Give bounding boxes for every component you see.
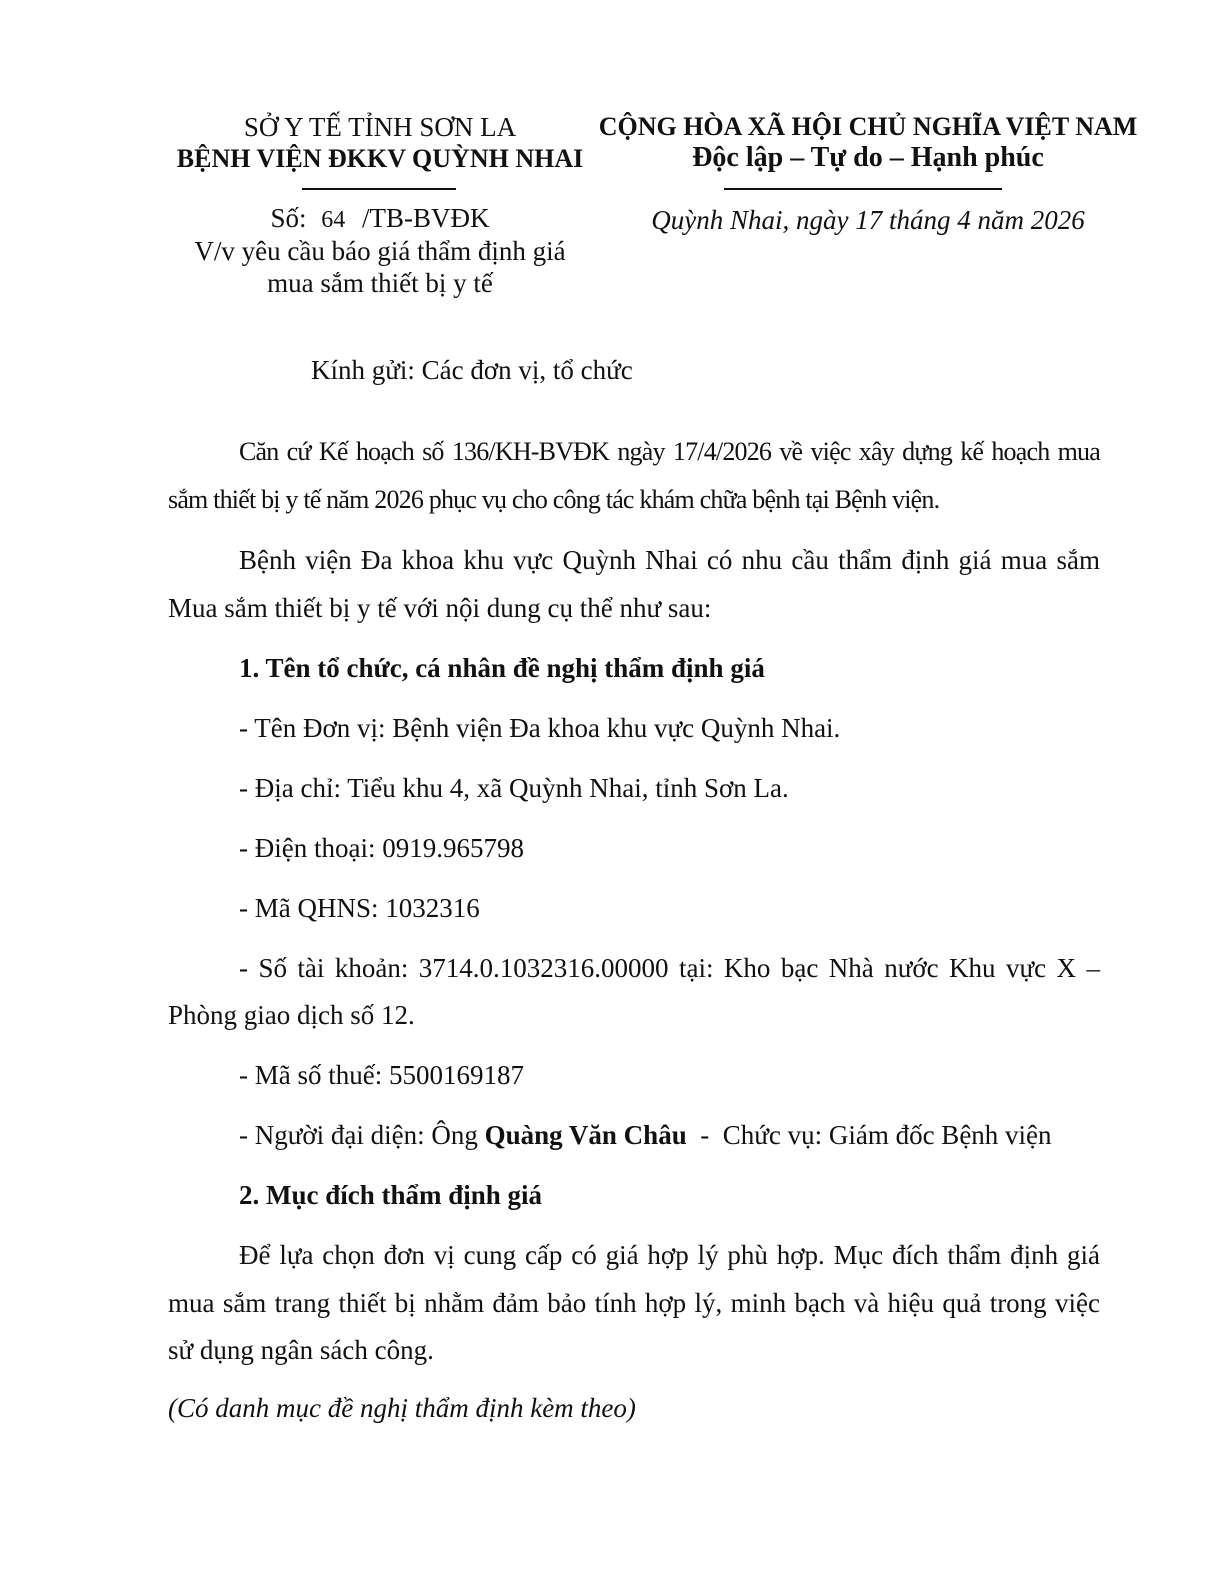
national-title: CỘNG HÒA XÃ HỘI CHỦ NGHĨA VIỆT NAM [598,112,1138,141]
left-header-divider [302,188,456,190]
document-number-prefix: Số: [270,203,307,233]
purpose-line-1 [168,1240,1100,1271]
section-1-heading: 1. Tên tổ chức, cá nhân đề nghị thẩm định giá [239,653,765,683]
account-line-1 [168,953,1100,984]
paragraph-1-line-2: sắm thiết bị y tế năm 2026 phục vụ cho công tác khám chữa bệnh tại Bệnh viện. [168,485,940,514]
purpose-line-2-text: mua sắm trang thiết bị nhằm đảm bảo tính hợp lý, minh bạch và hiệu quả trong việc [168,1288,1100,1318]
representative-position: - Chức vụ: Giám đốc Bệnh viện [686,1120,1052,1150]
representative-prefix: - Người đại diện: Ông [239,1120,485,1150]
document-number-suffix: /TB-BVĐK [362,203,490,233]
recipient: Kính gửi: Các đơn vị, tổ chức [311,355,633,385]
tax-code: - Mã số thuế: 5500169187 [239,1060,524,1090]
issuing-hospital: BỆNH VIỆN ĐKKV QUỲNH NHAI [176,144,584,173]
attachment-note: (Có danh mục đề nghị thẩm định kèm theo) [168,1393,636,1423]
paragraph-2-line-2: Mua sắm thiết bị y tế với nội dung cụ thể như sau: [168,593,712,623]
representative-name: Quàng Văn Châu [484,1120,687,1150]
subject-line-2: mua sắm thiết bị y tế [267,268,493,298]
issuing-department: SỞ Y TẾ TỈNH SƠN LA [243,112,517,142]
account-line-2: Phòng giao dịch số 12. [168,1000,415,1030]
qhns-code: - Mã QHNS: 1032316 [239,893,480,923]
paragraph-1-line-1-text: Căn cứ Kế hoạch số 136/KH-BVĐK ngày 17/4/2026 về việc xây dựng kế hoạch mua [239,437,1100,466]
paragraph-1-line-1 [168,437,1100,467]
document-number-value: 64 [321,207,346,233]
subject-line-1: V/v yêu cầu báo giá thẩm định giá [194,236,566,266]
unit-name: - Tên Đơn vị: Bệnh viện Đa khoa khu vực Quỳnh Nhai. [239,713,841,743]
account-line-1-text: - Số tài khoản: 3714.0.1032316.00000 tại: Kho bạc Nhà nước Khu vực X – [239,953,1100,983]
purpose-line-1-text: Để lựa chọn đơn vị cung cấp có giá hợp lý phù hợp. Mục đích thẩm định giá [239,1240,1100,1270]
right-header-divider [724,188,1002,190]
section-2-heading: 2. Mục đích thẩm định giá [239,1180,543,1210]
paragraph-2-line-1 [168,545,1100,576]
purpose-line-3: sử dụng ngân sách công. [168,1335,434,1365]
address: - Địa chỉ: Tiểu khu 4, xã Quỳnh Nhai, tỉnh Sơn La. [239,773,789,803]
national-motto: Độc lập – Tự do – Hạnh phúc [692,142,1044,173]
document-date: Quỳnh Nhai, ngày 17 tháng 4 năm 2026 [651,205,1085,235]
phone: - Điện thoại: 0919.965798 [239,833,524,863]
paragraph-2-line-1-text: Bệnh viện Đa khoa khu vực Quỳnh Nhai có nhu cầu thẩm định giá mua sắm [239,545,1100,575]
representative [239,1120,1052,1151]
purpose-line-2 [168,1288,1100,1319]
document-number [160,203,600,234]
